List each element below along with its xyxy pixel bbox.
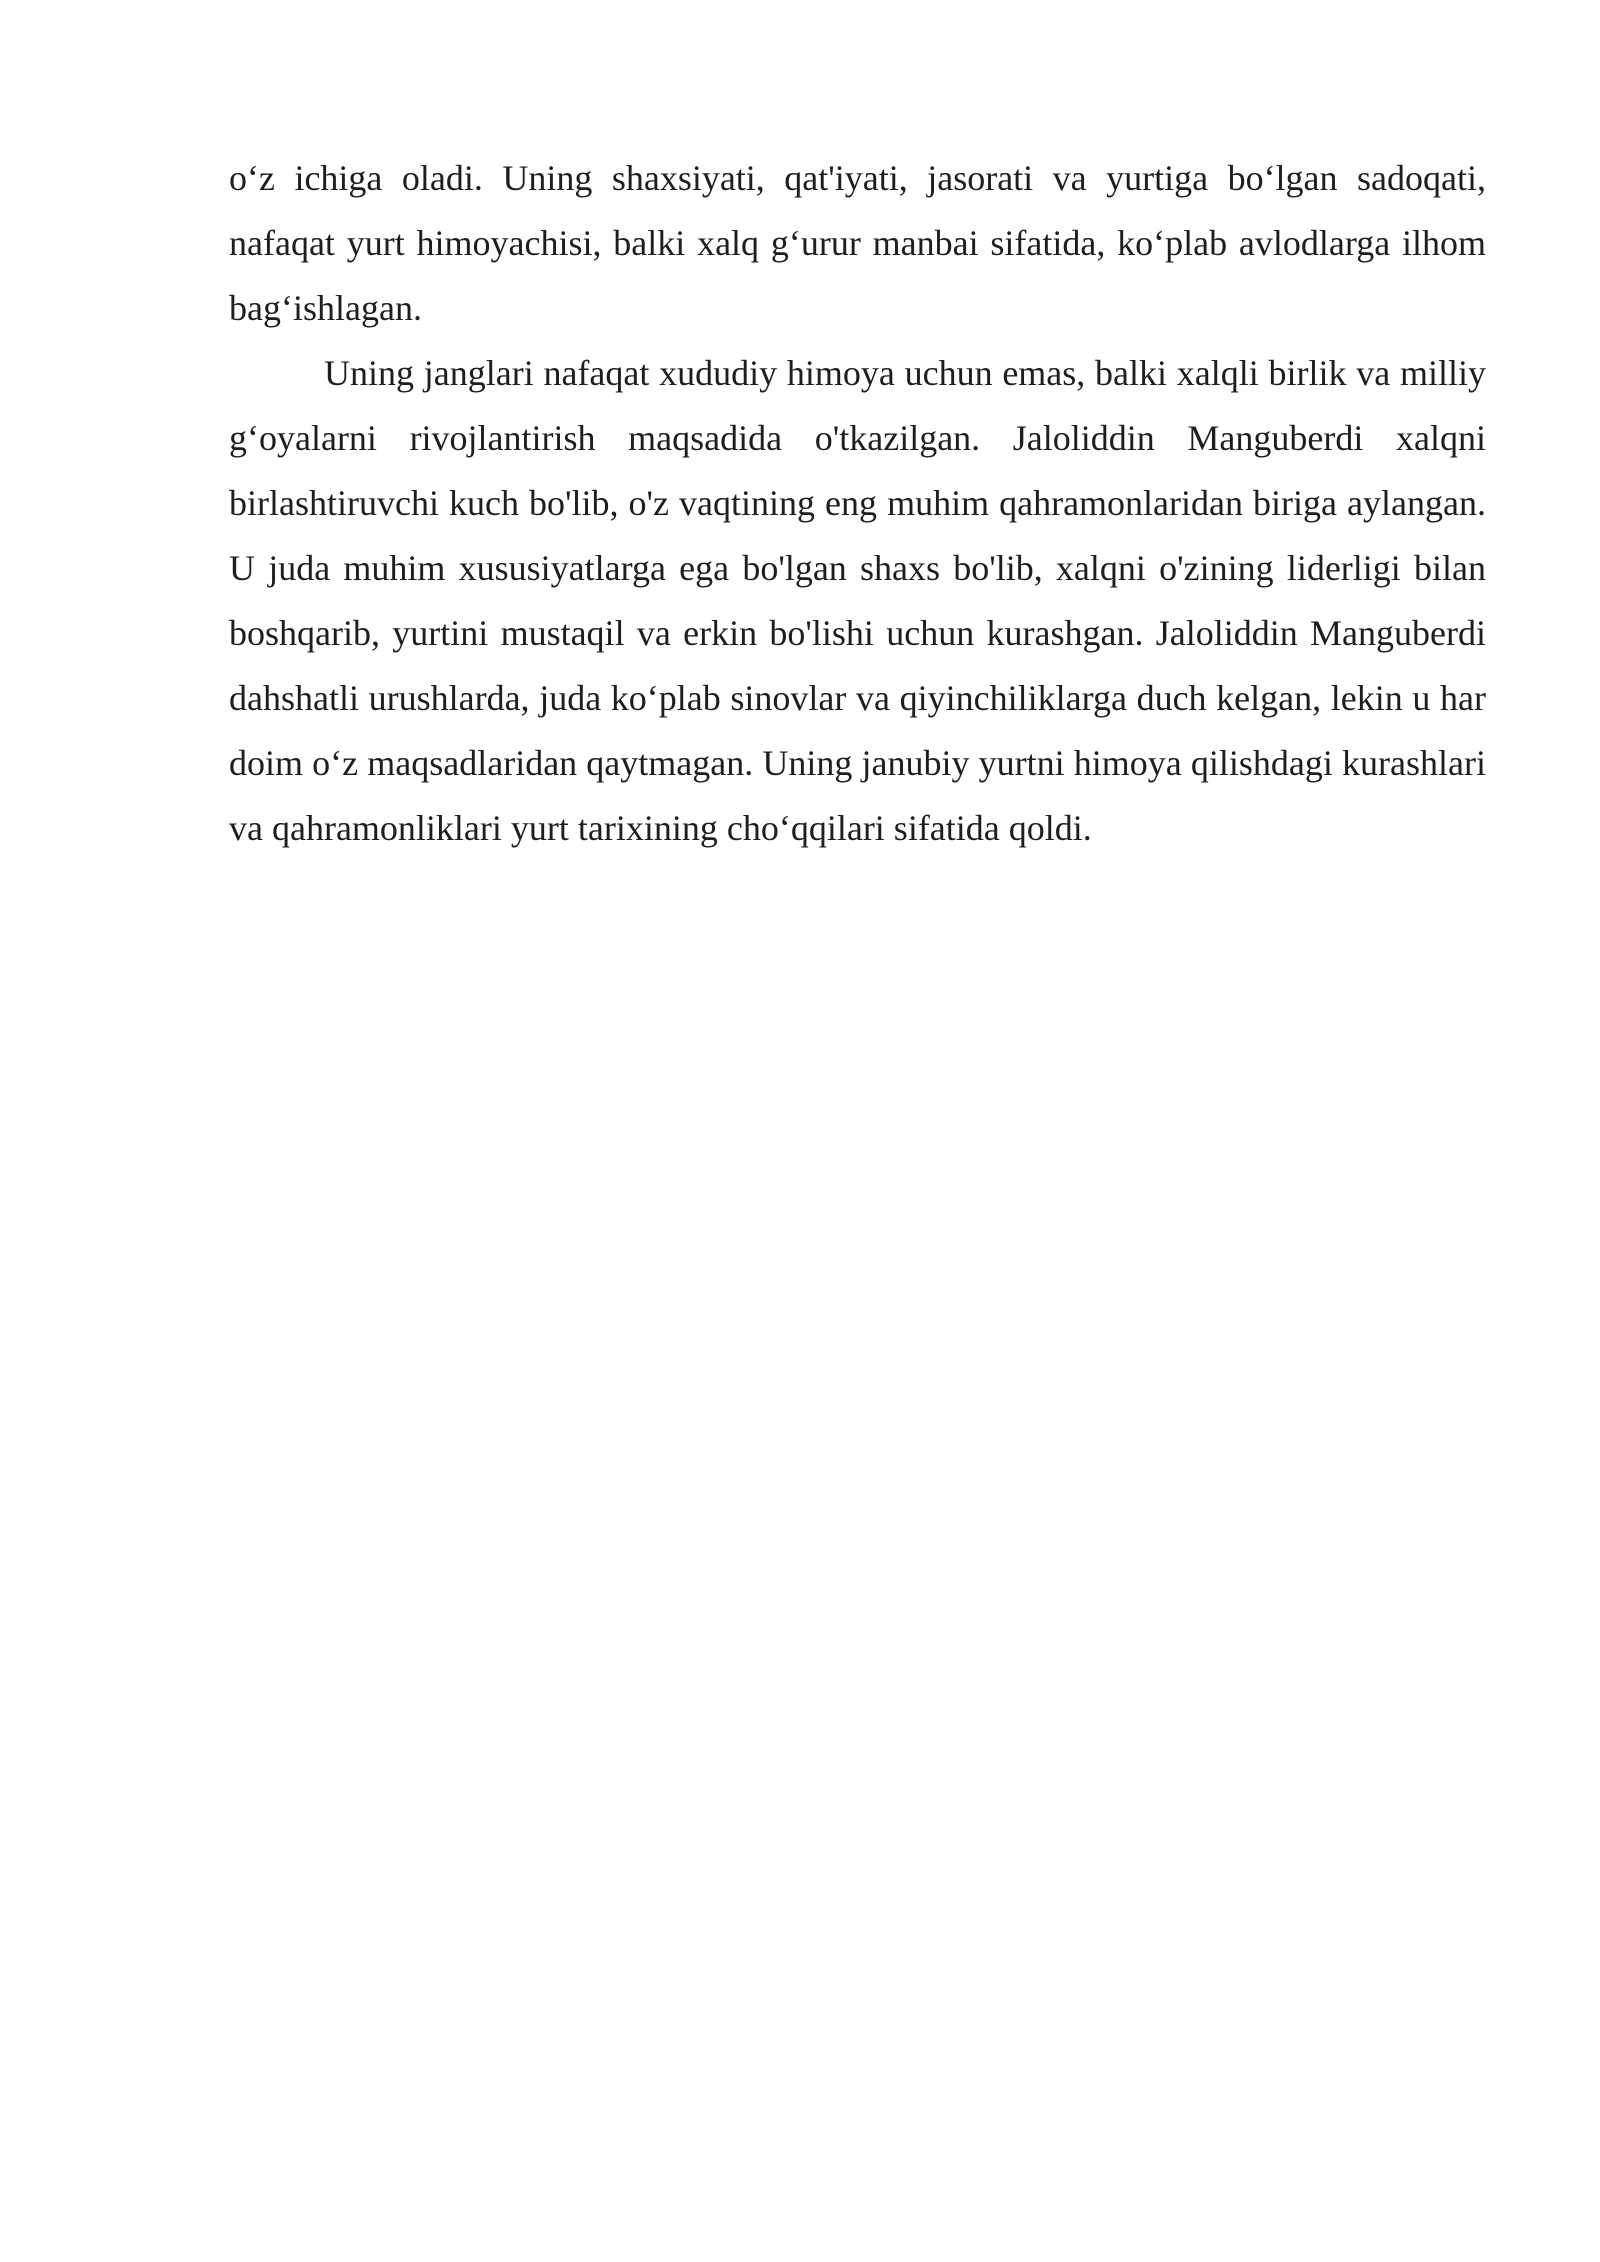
paragraph-jaloliddin: Uning janglari nafaqat xududiy himoya uchun emas, balki xalqli birlik va milliy g‘oyalarni rivojlantirish maqsadida o'tkazilgan. Jaloliddin Manguberdi xalqni birlashtiruvchi kuch bo'lib, o'z vaqtining eng muhim qahramonlaridan biriga aylangan. U juda muhim xususiyatlarga ega bo'lgan shaxs bo'lib, xalqni o'zining liderligi bilan boshqarib, yurtini mustaqil va erkin bo'lishi uchun kurashgan. Jaloliddin Manguberdi dahshatli urushlarda, juda ko‘plab sinovlar va qiyinchiliklarga duch kelgan, lekin u har doim o‘z maqsadlaridan qaytmagan. Uning janubiy yurtni himoya qilishdagi kurashlari va qahramonliklari yurt tarixining cho‘qqilari sifatida qoldi.	[229, 353, 1486, 848]
paragraph-continuation: o‘z ichiga oladi. Uning shaxsiyati, qat'iyati, jasorati va yurtiga bo‘lgan sadoqati, nafaqat yurt himoyachisi, balki xalq g‘urur manbai sifatida, ko‘plab avlodlarga ilhom bag‘ishlagan.	[229, 158, 1486, 328]
body-text	[229, 146, 1486, 861]
